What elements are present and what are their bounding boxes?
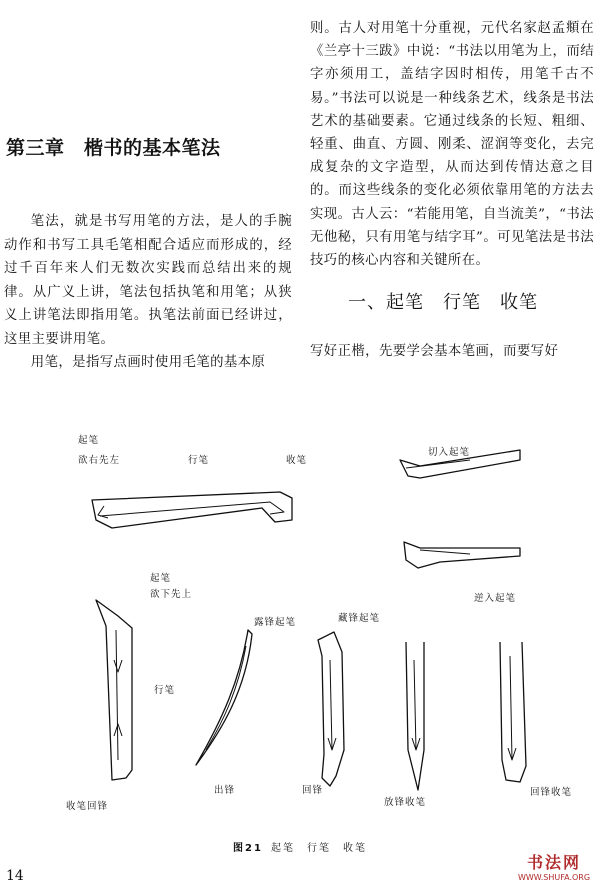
caption-text: 起笔 行笔 收笔 [270, 843, 367, 854]
label-xingbi-2: 行笔 [154, 685, 176, 696]
label-fangfeng: 放锋收笔 [384, 797, 427, 808]
chapter-title: 第三章 楷书的基本笔法 [6, 137, 221, 159]
left-paragraph-1: 笔法，就是书写用笔的方法，是人的手腕动作和书写工具毛笔相配合适应而形成的，经过千百年来人们无数次实践而总结出来的规律。从广义上讲，笔法包括执笔和用笔；从狭义上讲笔法即指用笔。执笔法前面已经讲过，这里主要讲用笔。 [4, 214, 292, 347]
label-shoubi-huifeng: 收笔回锋 [66, 801, 109, 812]
right-paragraph: 则。古人对用笔十分重视，元代名家赵孟頫在《兰亭十三跋》中说：“书法以用笔为上，而结字亦须用工，盖结字因时相传，用笔千古不易。”书法可以说是一种线条艺术，线条是书法艺术的基础要素。它通过线条的长短、粗细、轻重、曲直、方圆、刚柔、涩润等变化，去完成复杂的文字造型，从而达到传情达意之目的。而这些线条的变化必须依靠用笔的方法去实现。古人云：“若能用笔，自当流美”，“书法无他秘，只有用笔与结字耳”。可见笔法是书法技巧的核心内容和关键所在。 [310, 21, 594, 269]
figure-caption [0, 839, 600, 854]
left-paragraph-2: 用笔，是指写点画时使用毛笔的基本原 [30, 355, 266, 370]
vertical-stroke [96, 600, 132, 780]
watermark-name: 书法网 [526, 853, 581, 872]
label-qieru: 切入起笔 [428, 447, 471, 458]
label-huifeng-shoubi: 回锋收笔 [530, 787, 573, 798]
label-yuxia: 欲下先上 [150, 589, 193, 600]
label-qibi-2: 起笔 [150, 573, 172, 584]
label-huifeng: 回锋 [302, 785, 324, 796]
huifeng-stroke [500, 642, 526, 782]
watermark-url: WWW.SHUFA.ORG [517, 873, 591, 882]
lufeng-stroke [196, 630, 252, 765]
caption-number: 图21 [233, 843, 263, 854]
left-column-text [4, 210, 292, 375]
figure-drawing [0, 420, 600, 850]
niru-stroke [404, 542, 520, 568]
label-qibi: 起笔 [78, 435, 100, 446]
label-shoubi: 收笔 [286, 455, 308, 466]
vertical-stroke-arrow [116, 630, 118, 760]
label-chufeng: 出锋 [214, 785, 236, 796]
label-yuyou: 欲右先左 [78, 455, 121, 466]
label-xingbi: 行笔 [188, 455, 210, 466]
label-lufeng: 露锋起笔 [254, 617, 297, 628]
right-lead-text: 写好正楷，先要学会基本笔画，而要写好 [310, 344, 559, 359]
section-title: 一、起笔 行笔 收笔 [348, 292, 538, 313]
label-cangfeng: 藏锋起笔 [338, 613, 381, 624]
horizontal-stroke [92, 492, 292, 528]
watermark [512, 850, 596, 888]
right-column-text [310, 17, 594, 272]
label-niru: 逆入起笔 [474, 593, 517, 604]
figure-stroke-diagrams [0, 420, 600, 850]
page-number: 14 [6, 868, 24, 884]
